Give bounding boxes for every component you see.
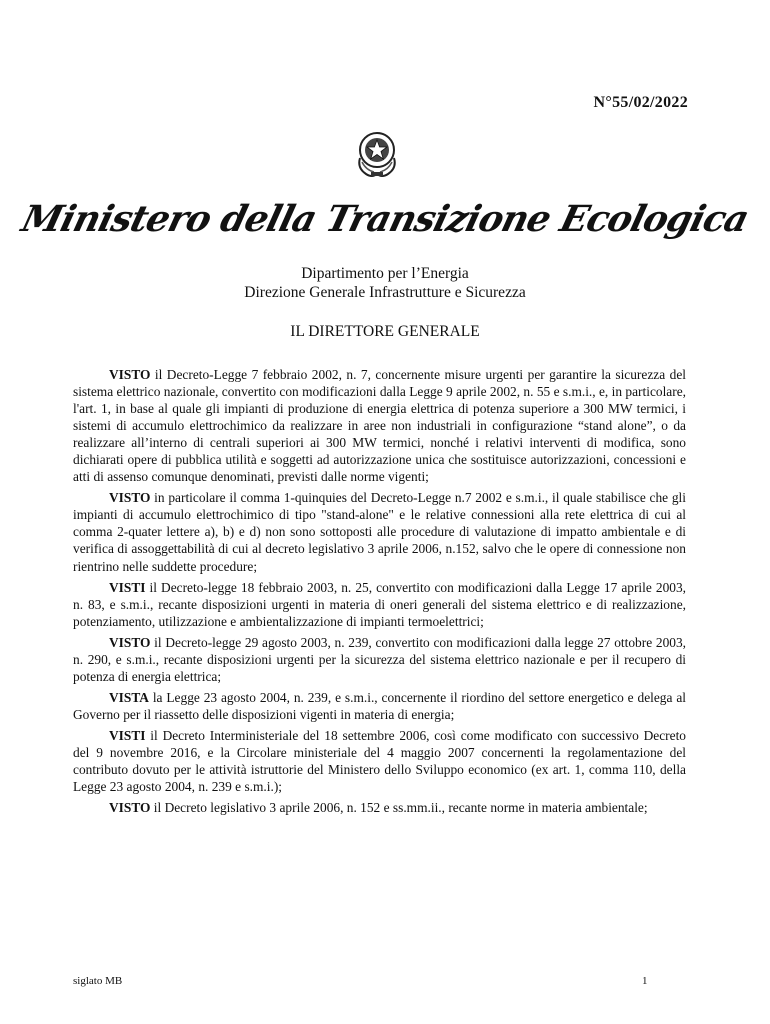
page-number: 1 [642, 975, 648, 987]
paragraph-lead: VISTO [109, 367, 151, 382]
paragraph-text: la Legge 23 agosto 2004, n. 239, e s.m.i., concernente il riordino del settore energetico e delega al Governo per il riassetto delle disposizioni vigenti in materia di energia; [73, 689, 686, 722]
paragraph-lead: VISTO [109, 490, 151, 506]
paragraph [73, 634, 686, 685]
paragraph-lead: VISTO [109, 634, 151, 650]
paragraph [73, 366, 686, 485]
paragraph [73, 727, 686, 795]
paragraph [73, 689, 686, 723]
italian-republic-emblem-icon [354, 128, 400, 180]
paragraph-text: il Decreto legislativo 3 aprile 2006, n. 152 e ss.mm.ii., recante norme in materia ambientale; [150, 800, 648, 816]
document-body [73, 366, 686, 820]
document-number: N°55/02/2022 [593, 94, 688, 111]
footer-initials: siglato MB [73, 975, 123, 987]
director-title: IL DIRETTORE GENERALE [290, 323, 480, 340]
directorate-name: Direzione Generale Infrastrutture e Sicurezza [244, 284, 526, 301]
paragraph [73, 579, 686, 630]
paragraph-lead: VISTO [109, 800, 151, 816]
department-name: Dipartimento per l’Energia [301, 265, 469, 282]
ministry-name: Ministero della Transizione Ecologica [17, 198, 753, 240]
paragraph-text: il Decreto-legge 18 febbraio 2003, n. 25, convertito con modificazioni dalla Legge 17 aprile 2003, n. 83, e s.m.i., recante disposizioni urgenti in materia di oneri generali del sistema elettrico e di realizzazione, potenziamento, utilizzazione e ambientalizzazione di impianti termoelettrici; [73, 579, 686, 629]
paragraph-lead: VISTA [109, 689, 149, 705]
paragraph-text: il Decreto-legge 29 agosto 2003, n. 239, convertito con modificazioni dalla legge 27 ottobre 2003, n. 290, e s.m.i., recante disposizioni urgenti per la sicurezza del sistema elettrico nazionale e per il recupero di potenza di energia elettrica; [73, 634, 686, 684]
department-block [0, 264, 770, 302]
paragraph-text: il Decreto-Legge 7 febbraio 2002, n. 7, concernente misure urgenti per garantire la sicurezza del sistema elettrico nazionale, convertito con modificazioni dalla Legge 9 aprile 2002, n. 55 e s.m.i., e, in particolare, l'art. 1, in base al quale gli impianti di produzione di energia elettrica di potenza superiore a 300 MW termici, i sistemi di accumulo elettrochimico da realizzare in aree non industriali in configurazione “stand alone”, o da realizzare all’interno di centrali superiori ai 300 MW termici, nonché i relativi interventi di modifica, sono dichiarati opere di pubblica utilità e soggetti ad autorizzazione unica che sostituisce autorizzazioni, concessioni e atti di assenso comunque denominati, previsti dalle norme vigenti; [73, 367, 686, 485]
paragraph [73, 799, 686, 816]
paragraph [73, 489, 686, 574]
paragraph-text: il Decreto Interministeriale del 18 settembre 2006, così come modificato con successivo Decreto del 9 novembre 2016, e la Circolare ministeriale del 4 maggio 2007 concernenti la regolamentazione del contributo dovuto per le attività istruttorie del Ministero dello Sviluppo economico (ex art. 1, comma 110, della Legge 23 agosto 2004, n. 239 e s.m.i.); [73, 727, 686, 795]
paragraph-lead: VISTI [109, 579, 146, 595]
paragraph-lead: VISTI [109, 727, 146, 743]
paragraph-text: in particolare il comma 1-quinquies del Decreto-Legge n.7 2002 e s.m.i., il quale stabilisce che gli impianti di accumulo elettrochimico di tipo "stand-alone" e le relative connessioni alla rete elettrica di cui al comma 2-quater lettere a), b) e d) non sono sottoposti alle procedure di valutazione di impatto ambientale e di verifica di assoggettabilità di cui al decreto legislativo 3 aprile 2006, n.152, salvo che le opere di connessione non rientrino nelle suddette procedure; [73, 490, 686, 574]
